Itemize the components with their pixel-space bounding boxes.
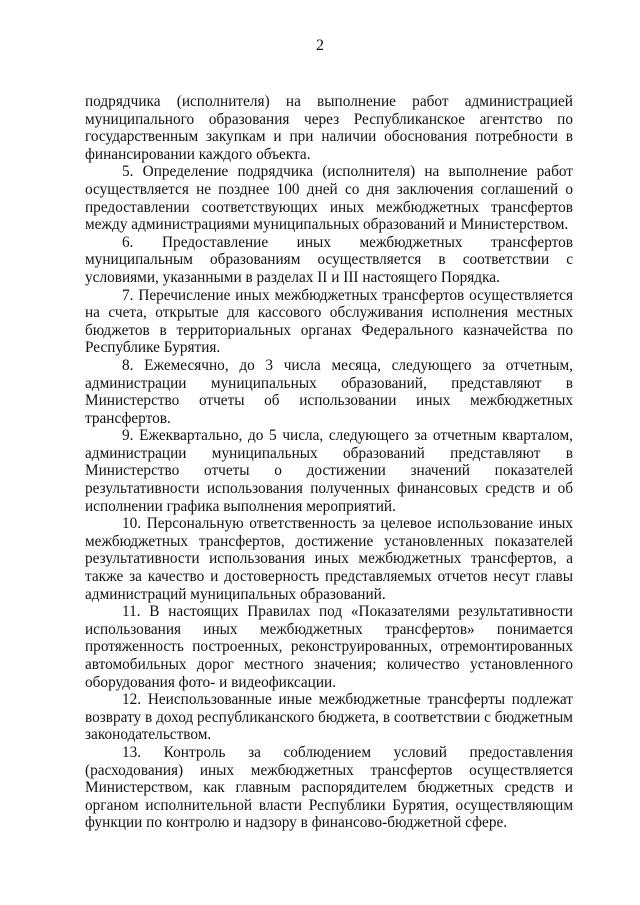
paragraph-item-6: 6. Предоставление иных межбюджетных трансфертов муниципальным образованиям осуществляется в соответствии с условиями, указанными в разделах II и III настоящего Порядка. [85,233,573,286]
document-body [85,93,573,832]
paragraph-continuation: подрядчика (исполнителя) на выполнение работ администрацией муниципального образования через Республиканское агентство по государственным закупкам и при наличии обоснования потребности в финансировании каждого объекта. [85,93,573,163]
paragraph-item-13: 13. Контроль за соблюдением условий предоставления (расходования) иных межбюджетных трансфертов осуществляется Министерством, как главным распорядителем бюджетных средств и органом исполнительной власти Республики Бурятия, осуществляющим функции по контролю и надзору в финансово-бюджетной сфере. [85,743,573,832]
paragraph-item-10: 10. Персональную ответственность за целевое использование иных межбюджетных трансфертов, достижение установленных показателей результативности использования иных межбюджетных трансфертов, а также за качество и достоверность представляемых отчетов несут главы администраций муниципальных образований. [85,515,573,603]
paragraph-item-5: 5. Определение подрядчика (исполнителя) на выполнение работ осуществляется не позднее 100 дней со дня заключения соглашений о предоставлении соответствующих иных межбюджетных трансфертов между администрациями муниципальных образований и Министерством. [85,163,573,234]
paragraph-item-7: 7. Перечисление иных межбюджетных трансфертов осуществляется на счета, открытые для кассового обслуживания исполнения местных бюджетов в территориальных органах Федерального казначейства по Республике Бурятия. [85,286,573,357]
page-number: 2 [316,37,324,54]
paragraph-item-11: 11. В настоящих Правилах под «Показателями результативности использования иных межбюджетных трансфертов» понимается протяженность построенных, реконструированных, отремонтированных автомобильных дорог местного значения; количество установленного оборудования фото- и видеофиксации. [85,603,573,691]
paragraph-item-12: 12. Неиспользованные иные межбюджетные трансферты подлежат возврату в доход республиканского бюджета, в соответствии с бюджетным законодательством. [85,691,573,744]
paragraph-item-8: 8. Ежемесячно, до 3 числа месяца, следующего за отчетным, администрации муниципальных образований, представляют в Министерство отчеты об использовании иных межбюджетных трансфертов. [85,356,573,427]
paragraph-item-9: 9. Ежеквартально, до 5 числа, следующего за отчетным кварталом, администрации муниципальных образований представляют в Министерство отчеты о достижении значений показателей результативности использования полученных финансовых средств и об исполнении графика выполнения мероприятий. [85,427,573,515]
